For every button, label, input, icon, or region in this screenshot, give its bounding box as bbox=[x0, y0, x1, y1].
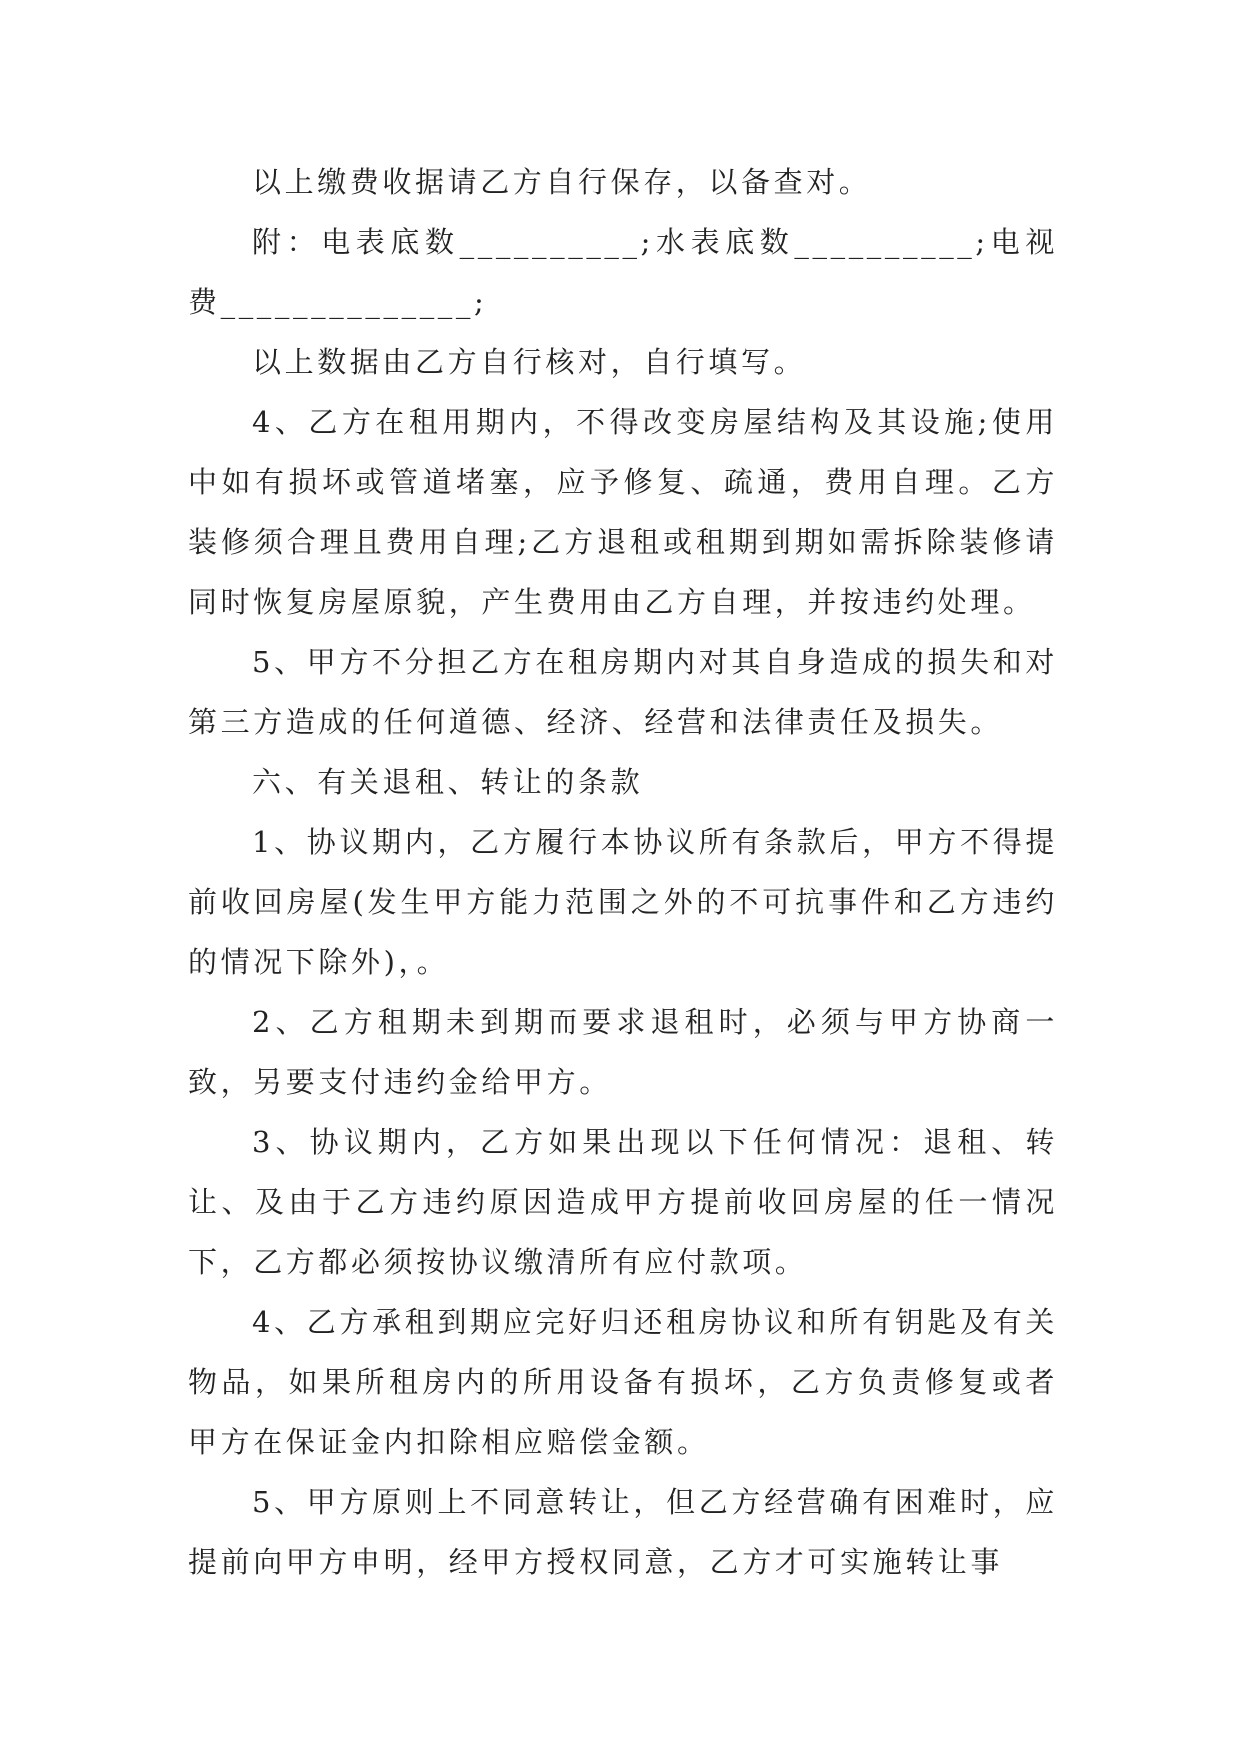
paragraph-clause-4-return: 4、乙方承租到期应完好归还租房协议和所有钥匙及有关物品，如果所租房内的所用设备有损坏，乙方负责修复或者甲方在保证金内扣除相应赔偿金额。 bbox=[188, 1305, 1058, 1459]
paragraph-clause-4-structure: 4、乙方在租用期内，不得改变房屋结构及其设施;使用中如有损坏或管道堵塞，应予修复、疏通，费用自理。乙方装修须合理且费用自理;乙方退租或租期到期如需拆除装修请同时恢复房屋原貌，产生费用由乙方自理，并按违约处理。 bbox=[188, 405, 1058, 619]
paragraph-clause-5-transfer: 5、甲方原则上不同意转让，但乙方经营确有困难时，应提前向甲方申明，经甲方授权同意，乙方才可实施转让事 bbox=[188, 1485, 1058, 1579]
section-heading-termination-transfer: 六、有关退租、转让的条款 bbox=[252, 765, 644, 799]
paragraph-clause-2-early-termination: 2、乙方租期未到期而要求退租时，必须与甲方协商一致，另要支付违约金给甲方。 bbox=[188, 1005, 1058, 1099]
paragraph-data-check: 以上数据由乙方自行核对，自行填写。 bbox=[252, 345, 807, 379]
paragraph-meter-readings: 附：电表底数__________;水表底数__________;电视费______________; bbox=[188, 225, 1058, 319]
paragraph-clause-3-payments: 3、协议期内，乙方如果出现以下任何情况：退租、转让、及由于乙方违约原因造成甲方提前收回房屋的任一情况下，乙方都必须按协议缴清所有应付款项。 bbox=[188, 1125, 1058, 1279]
paragraph-clause-1-term: 1、协议期内，乙方履行本协议所有条款后，甲方不得提前收回房屋(发生甲方能力范围之外的不可抗事件和乙方违约的情况下除外)，。 bbox=[188, 825, 1058, 979]
document-body bbox=[188, 152, 1058, 1592]
paragraph-receipt-note: 以上缴费收据请乙方自行保存，以备查对。 bbox=[252, 165, 872, 199]
paragraph-clause-5-liability: 5、甲方不分担乙方在租房期内对其自身造成的损失和对第三方造成的任何道德、经济、经营和法律责任及损失。 bbox=[188, 645, 1058, 739]
